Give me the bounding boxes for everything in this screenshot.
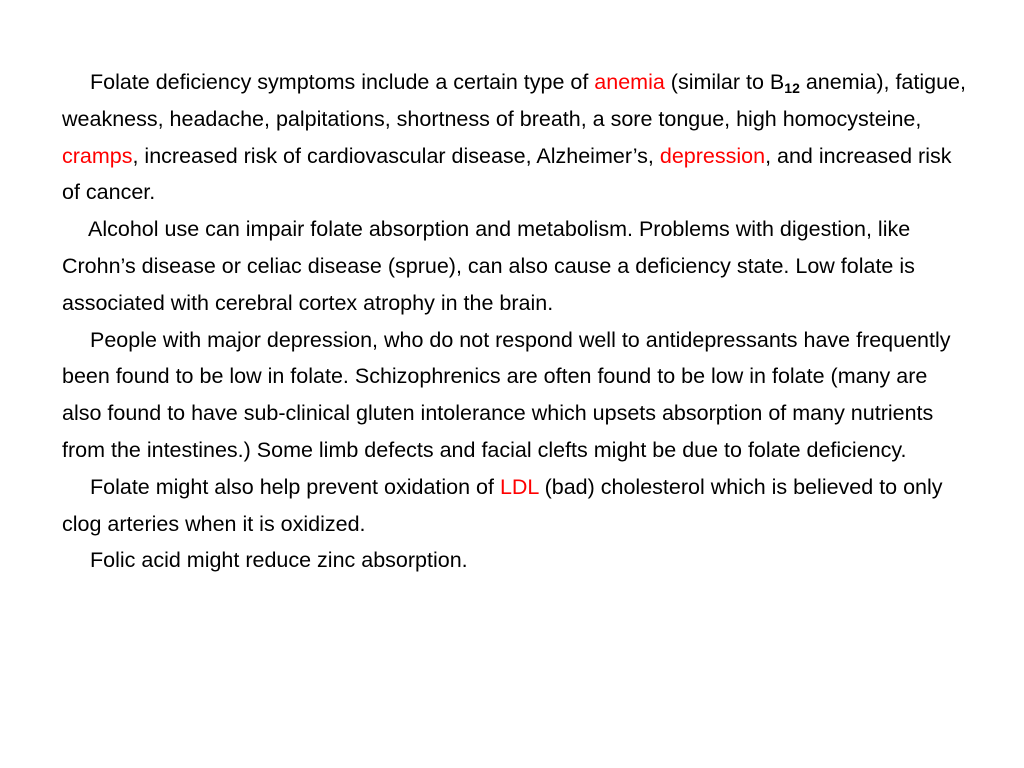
paragraph-zinc [62,542,972,579]
text-run: Alcohol use can impair folate absorption and metabolism. Problems with digestion, like Crohn’s disease or celiac disease (sprue), can also cause a deficiency state. Low folate is associated with cerebral cortex atrophy in the brain. [62,217,915,315]
slide-body [62,64,972,579]
text-run: anemia), fatigue, weakness, headache, palpitations, shortness of breath, a sore tongue, high homocysteine, [62,70,966,131]
paragraph-ldl [62,469,972,543]
highlight-ldl: LDL [499,474,539,499]
text-run: (similar to B [664,70,785,94]
text-run: People with major depression, who do not respond well to antidepressants have frequently been found to be low in folate. Schizophrenics are often found to be low in folate (many are also found to have sub-clinical gluten intolerance which upsets absorption of many nutrients from the intestines.) Some limb defects and facial clefts might be due to folate deficiency. [62,327,951,462]
paragraph-anemia-symptoms [62,64,972,211]
highlight-anemia: anemia [594,70,665,94]
subscript-12: 12 [784,80,800,96]
text-run: , increased risk of cardiovascular disease, Alzheimer’s, [132,143,660,168]
highlight-depression: depression [659,143,766,168]
text-run: Folate might also help prevent oxidation of [90,474,500,499]
text-run: Folate deficiency symptoms include a certain type of [90,70,595,94]
highlight-cramps: cramps [62,143,133,168]
text-run: (bad) cholesterol which is believed to only clog arteries when it is oxidized. [62,474,943,536]
text-run: , and increased risk of cancer. [62,143,952,205]
paragraph-depression-folate [62,322,972,469]
text-run: Folic acid might reduce zinc absorption. [90,548,468,573]
paragraph-alcohol [62,211,972,321]
